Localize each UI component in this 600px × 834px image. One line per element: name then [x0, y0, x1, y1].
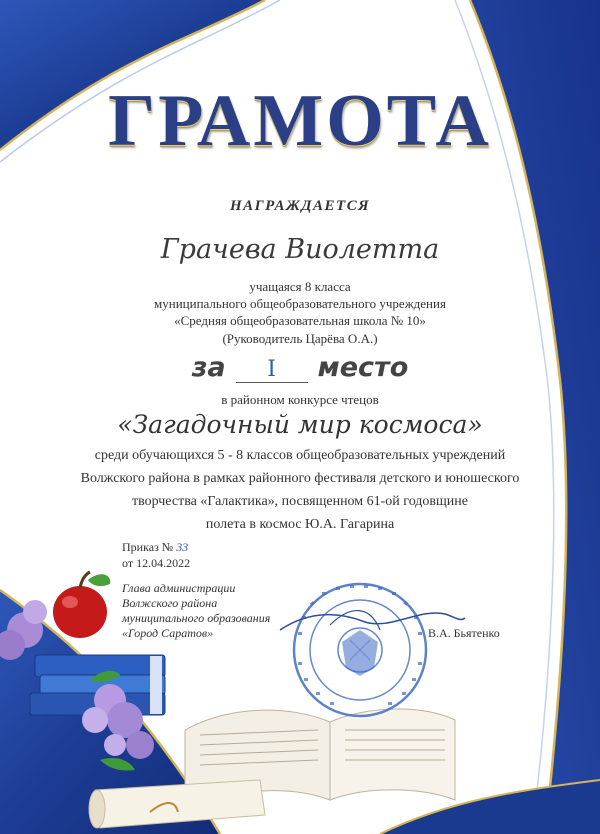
order-label: Приказ №	[122, 540, 174, 554]
place-prefix: за	[191, 352, 226, 383]
recipient-school: «Средняя общеобразовательная школа № 10»	[174, 313, 426, 328]
recipient-institution-type: муниципального общеобразовательного учреждения	[154, 296, 446, 311]
apple-icon	[53, 572, 110, 638]
scroll-icon	[89, 780, 265, 828]
certificate-title: ГРАМОТА	[108, 80, 492, 162]
order-date: от 12.04.2022	[122, 556, 191, 570]
place-value: I	[236, 357, 308, 383]
recipient-grade: учащаяся 8 класса	[249, 279, 351, 294]
signer-title-line-2: Волжского района	[122, 596, 218, 610]
signer-title-line-4: «Город Саратов»	[122, 626, 214, 640]
awarded-label: НАГРАЖДАЕТСЯ	[229, 198, 371, 214]
recipient-supervisor: (Руководитель Царёва О.А.)	[222, 331, 378, 346]
signer-title-line-1: Глава администрации	[122, 581, 236, 595]
contest-line: в районном конкурсе чтецов	[221, 392, 379, 407]
order-number: 33	[176, 540, 189, 554]
details-line-3: творчества «Галактика», посвященном 61-ой годовщине	[131, 494, 469, 509]
recipient-name: Грачева Виолетта	[160, 234, 440, 265]
signer-title-line-3: муниципального образования	[122, 611, 271, 625]
signer-name: В.А. Бьятенко	[428, 626, 500, 640]
details-line-4: полета в космос Ю.А. Гагарина	[205, 517, 395, 532]
order-line	[122, 540, 188, 555]
details-line-1: среди обучающихся 5 - 8 классов общеобразовательных учреждений	[94, 448, 506, 463]
contest-name: «Загадочный мир космоса»	[117, 410, 483, 439]
place-suffix: место	[317, 352, 409, 383]
details-line-2: Волжского района в рамках районного фестиваля детского и юношеского	[80, 471, 520, 486]
place-line	[0, 352, 600, 383]
